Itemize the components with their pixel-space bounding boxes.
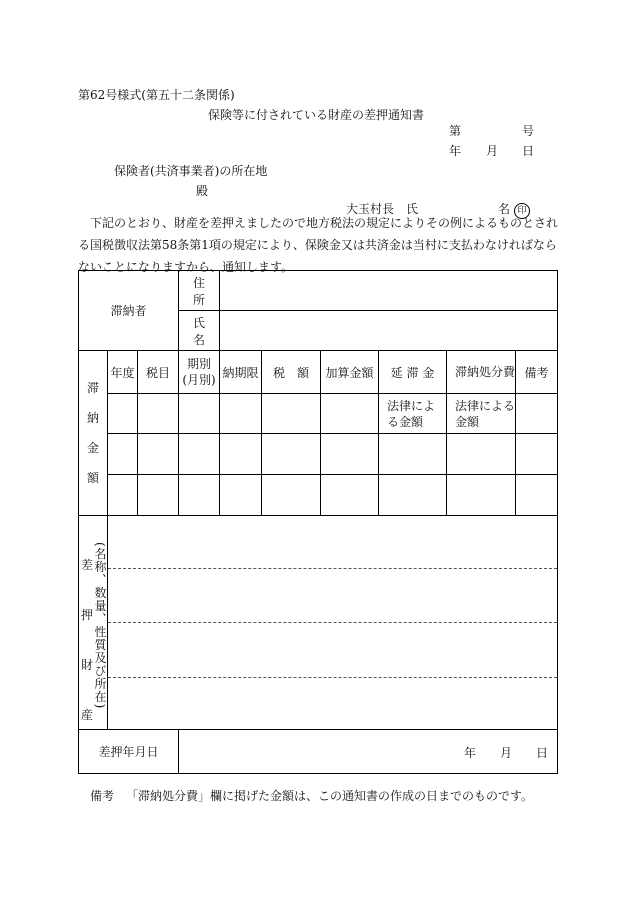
cell-shobunhi-2[interactable] <box>447 434 516 475</box>
body-paragraph: 下記のとおり、財産を差押えましたので地方税法の規定によりその例によるものとされる国税徴収法第58条第1項の規定により、保険金又は共済金は当村に支払わなければならないことになりますから、通知します。 <box>78 216 559 274</box>
document-title: 保険等に付されている財産の差押通知書 <box>208 108 425 122</box>
cell-entai-3[interactable] <box>379 475 447 516</box>
date-nen: 年 <box>449 144 462 158</box>
footer-biko-label: 備考 <box>90 789 115 803</box>
jusho-value[interactable] <box>220 271 558 311</box>
footer-note: 「滞納処分費」欄に掲げた金額は、この通知書の作成の日までのものです。 <box>126 789 534 803</box>
cell-nendo-3[interactable] <box>108 475 138 516</box>
cell-nokigen-1[interactable] <box>220 394 262 434</box>
cell-zeimoku-2[interactable] <box>138 434 179 475</box>
header-kibetsu: 期別 (月別) <box>179 351 220 394</box>
sashiosae-zaisan-note: (名称、数量、性質及び所在) <box>93 542 107 710</box>
cell-zeigaku-1[interactable] <box>262 394 321 434</box>
header-zeimoku: 税目 <box>138 351 179 394</box>
header-nendo: 年度 <box>108 351 138 394</box>
taino-kingaku-label: 滞 納 金 額 <box>79 351 108 516</box>
cell-entai-2[interactable] <box>379 434 447 475</box>
cell-kibetsu-1[interactable] <box>179 394 220 434</box>
cell-kibetsu-2[interactable] <box>179 434 220 475</box>
sashiosae-date-hi: 日 <box>536 746 549 760</box>
cell-nendo-1[interactable] <box>108 394 138 434</box>
cell-biko-1[interactable] <box>516 394 558 434</box>
number-go: 号 <box>522 124 535 138</box>
header-shobunhi: 滞納処分費 <box>447 351 516 394</box>
sashiosae-zaisan-label <box>79 516 108 730</box>
sashiosae-date-nen: 年 <box>464 746 477 760</box>
number-dai: 第 <box>449 124 462 138</box>
date-tsuki: 月 <box>486 144 499 158</box>
shimei-label: 氏 名 <box>179 311 220 351</box>
sender-name-label: 大玉村長 氏 <box>346 202 419 216</box>
header-entai: 延 滞 金 <box>379 351 447 394</box>
sashiosae-date-tsuki: 月 <box>500 746 513 760</box>
sashiosae-zaisan-chars: 差 押 財 産 <box>81 558 94 722</box>
cell-zeigaku-3[interactable] <box>262 475 321 516</box>
horitsu-shobunhi: 法律による金額 <box>447 394 516 434</box>
addressee-dono: 殿 <box>196 184 209 198</box>
horitsu-entai: 法律による金額 <box>379 394 447 434</box>
cell-kasan-3[interactable] <box>321 475 379 516</box>
cell-kasan-1[interactable] <box>321 394 379 434</box>
form-number: 第62号様式(第五十二条関係) <box>78 88 235 102</box>
cell-kasan-2[interactable] <box>321 434 379 475</box>
header-zeigaku: 税 額 <box>262 351 321 394</box>
sashiosae-zaisan-value[interactable] <box>108 516 558 730</box>
jusho-label: 住 所 <box>179 271 220 311</box>
seal-icon: 印 <box>514 203 530 219</box>
addressee-location: 保険者(共済事業者)の所在地 <box>114 164 268 178</box>
cell-zeimoku-1[interactable] <box>138 394 179 434</box>
cell-shobunhi-3[interactable] <box>447 475 516 516</box>
dashed-divider-3 <box>108 677 557 678</box>
cell-biko-2[interactable] <box>516 434 558 475</box>
cell-zeigaku-2[interactable] <box>262 434 321 475</box>
sashiosae-date-label: 差押年月日 <box>79 730 179 774</box>
sender-mei-text: 名 <box>498 202 511 216</box>
cell-kibetsu-3[interactable] <box>179 475 220 516</box>
cell-nendo-2[interactable] <box>108 434 138 475</box>
cell-nokigen-3[interactable] <box>220 475 262 516</box>
shimei-value[interactable] <box>220 311 558 351</box>
date-hi: 日 <box>522 144 535 158</box>
header-kasan: 加算金額 <box>321 351 379 394</box>
cell-biko-3[interactable] <box>516 475 558 516</box>
sashiosae-date-value[interactable] <box>179 730 558 774</box>
taino-sha-label: 滞納者 <box>79 271 179 351</box>
cell-nokigen-2[interactable] <box>220 434 262 475</box>
cell-zeimoku-3[interactable] <box>138 475 179 516</box>
header-nokigen: 納期限 <box>220 351 262 394</box>
notification-table <box>78 270 558 774</box>
header-biko: 備考 <box>516 351 558 394</box>
